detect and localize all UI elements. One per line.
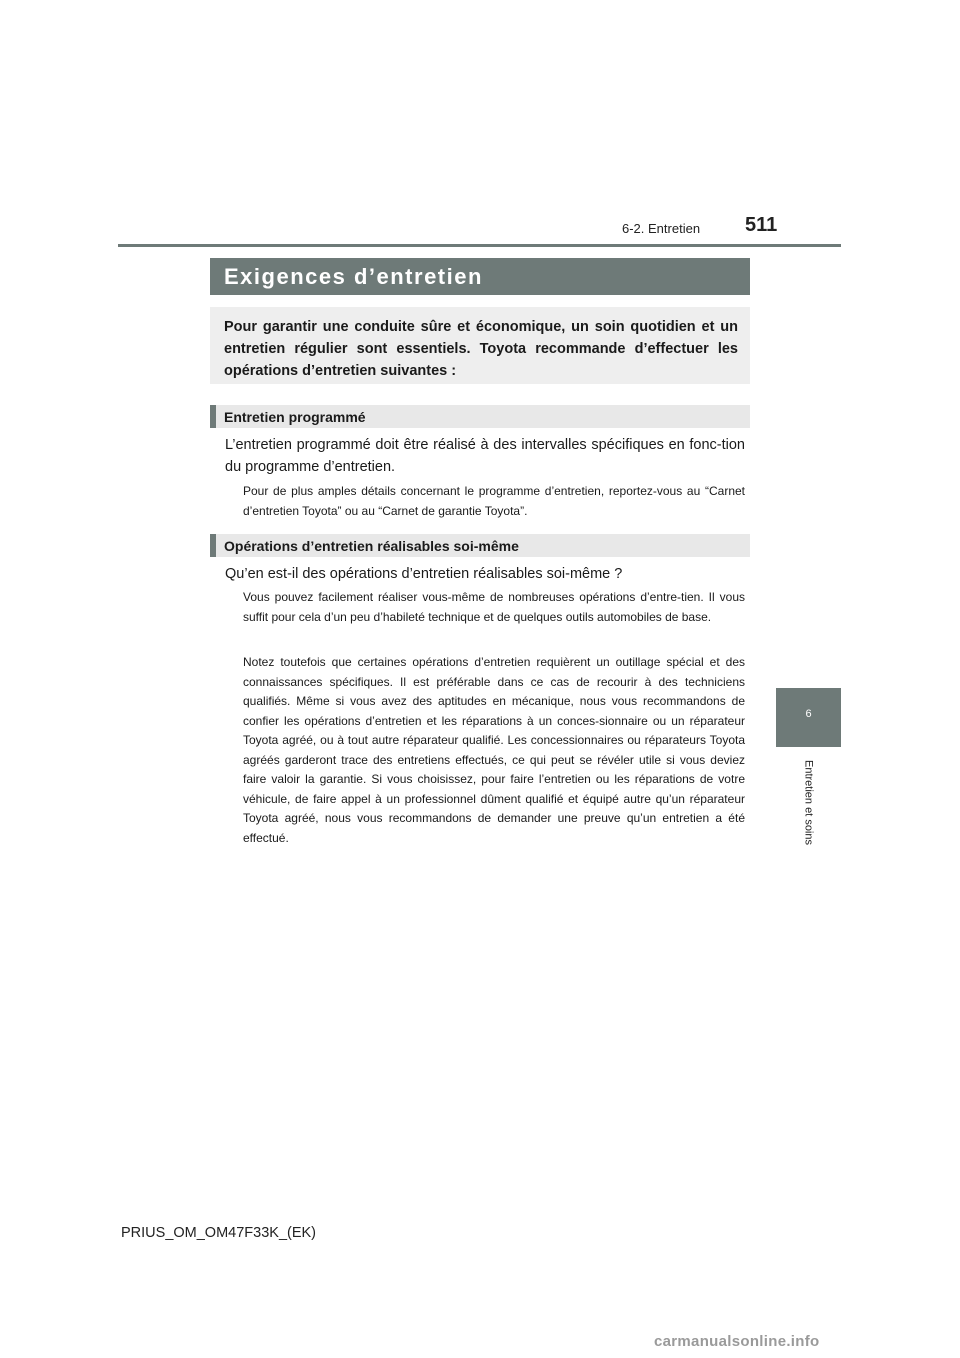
scheduled-maintenance-detail: Pour de plus amples détails concernant le programme d’entretien, reportez-vous au “Carnet d’entretien Toyota” ou au “Carnet de garantie Toyota”. bbox=[243, 484, 745, 518]
chapter-tab bbox=[776, 688, 841, 747]
header-section-title: 6-2. Entretien bbox=[622, 221, 701, 236]
watermark: carmanualsonline.info bbox=[654, 1333, 820, 1350]
diy-maintenance-question: Qu’en est-il des opérations d’entretien réalisables soi-même ? bbox=[225, 566, 623, 582]
chapter-label: Entretien et soins bbox=[802, 760, 815, 845]
page-title: Exigences d’entretien bbox=[224, 263, 483, 289]
page-title-bar bbox=[210, 258, 750, 295]
chapter-label-container bbox=[776, 760, 841, 860]
subheading-diy-maintenance bbox=[210, 534, 750, 557]
subheading-scheduled-maintenance bbox=[210, 405, 750, 428]
document-code: PRIUS_OM_OM47F33K_(EK) bbox=[121, 1225, 317, 1241]
subheading-label: Opérations d’entretien réalisables soi-même bbox=[224, 537, 519, 554]
header-divider bbox=[118, 244, 841, 247]
scheduled-maintenance-text: L’entretien programmé doit être réalisé à des intervalles spécifiques en fonc-tion du programme d’entretien. bbox=[225, 437, 745, 475]
diy-maintenance-detail-2: Notez toutefois que certaines opérations d’entretien requièrent un outillage spécial et des connaissances spécifiques. Il est préférable dans ce cas de recourir à des techniciens qualifiés. Même si vous avez des aptitudes en mécanique, nous vous recommandons de confier les opérations d’entretien et les réparations à un conces-sionnaire ou un réparateur Toyota agréé, ou à tout autre réparateur qualifié. Les concessionnaires ou réparateurs Toyota agréés garderont trace des entretiens effectués, ce qui peut se révéler utile si vous deviez faire valoir la garantie. Si vous choisissez, pour faire l’entretien ou les réparations de votre véhicule, de faire appel à un professionnel dûment qualifié et équipé autre qu’un réparateur Toyota agréé, nous vous recommandons de demander une preuve qu’un entretien a été effectué. bbox=[243, 655, 745, 845]
page-number: 511 bbox=[745, 214, 778, 236]
chapter-number: 6 bbox=[805, 708, 812, 720]
diy-maintenance-detail-1: Vous pouvez facilement réaliser vous-même de nombreuses opérations d’entre-tien. Il vous suffit pour cela d’un peu d’habileté technique et de quelques outils automobiles de base. bbox=[243, 590, 745, 624]
intro-box: Pour garantir une conduite sûre et économique, un soin quotidien et un entretien régulier sont essentiels. Toyota recommande d’effectuer les opérations d’entretien suivantes : bbox=[210, 307, 750, 384]
subheading-label: Entretien programmé bbox=[224, 408, 366, 425]
